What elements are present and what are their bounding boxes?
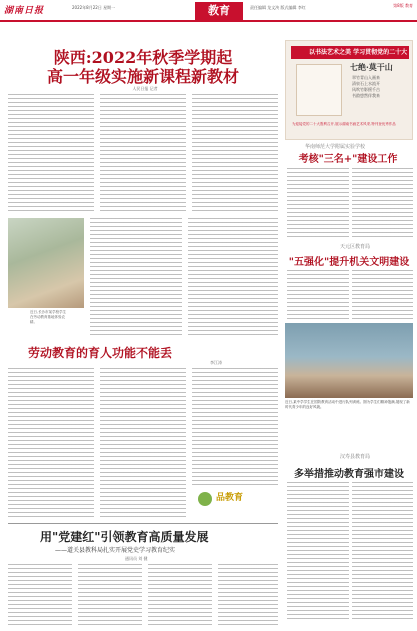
students-photo xyxy=(285,323,413,398)
labor-article-column-2 xyxy=(100,368,186,518)
county-kicker: 汉寿县教育局 xyxy=(340,454,371,460)
district-article-column-1 xyxy=(287,270,349,320)
calligraphy-artwork xyxy=(296,64,342,116)
county-article-column-2 xyxy=(352,482,413,622)
party-building-byline: 通讯员 刘 健 xyxy=(125,556,148,561)
poem-line: 翠竹青山入画来 xyxy=(352,75,380,80)
party-article-column-1 xyxy=(8,564,72,626)
poem-line: 风吹竹影摇千古 xyxy=(352,87,380,92)
section-divider xyxy=(8,523,278,524)
party-building-headline: 用"党建红"引领教育高质量发展 xyxy=(40,530,209,544)
banner-strip: 以书法艺术之美 学习贯彻党的二十大 xyxy=(291,46,409,59)
party-article-column-3 xyxy=(148,564,212,626)
poem-title: 七绝·莫干山 xyxy=(350,62,393,72)
party-building-subhead: ——道关县教科局扎实开展党史学习教育纪实 xyxy=(55,547,176,554)
labor-article-column-1 xyxy=(8,368,94,518)
main-article-column-2 xyxy=(100,94,186,214)
district-article-column-2 xyxy=(352,270,413,320)
main-byline: 人民日报 记者 xyxy=(132,86,158,91)
main-headline xyxy=(8,48,278,86)
main-article-column-5 xyxy=(188,218,278,336)
teacher-article-column-1 xyxy=(287,168,349,240)
county-headline: 多举措推动教育强市建设 xyxy=(294,469,404,480)
main-headline-line1: 陕西:2022年秋季学期起 xyxy=(53,48,233,67)
teacher-headline: 考核"三名+"建设工作 xyxy=(298,154,398,165)
district-kicker: 天元区教育局 xyxy=(340,244,371,250)
labor-article-column-3 xyxy=(192,368,278,486)
newspaper-logo: 湖南日报 xyxy=(4,6,45,16)
page-label: 第8版 教育 xyxy=(393,3,413,8)
teacher-kicker: 华南师范大学附属实验学校 xyxy=(305,144,366,150)
labor-photo xyxy=(8,218,84,308)
issue-date: 2022年8月22日 星期一 xyxy=(72,5,116,10)
leaf-icon xyxy=(198,492,212,506)
main-headline-line2: 高一年级实施新课程新教材 xyxy=(46,67,239,86)
main-article-column-3 xyxy=(192,94,278,214)
district-headline: "五强化"提升机关文明建设 xyxy=(288,257,410,268)
labor-headline: 劳动教育的育人功能不能丢 xyxy=(28,346,173,360)
poem-line: 书韵悠然伴我来 xyxy=(352,93,380,98)
party-article-column-2 xyxy=(78,564,142,626)
banner-caption: 为迎接党的二十大胜利召开,展示湖南书画艺术风采,特刊登优秀作品 xyxy=(292,122,396,126)
teacher-article-column-2 xyxy=(352,168,413,240)
editor-credit: 责任编辑 龙文泱 版式编辑 李红 xyxy=(250,5,306,10)
labor-byline: 李江涛 xyxy=(210,360,222,365)
poem-body xyxy=(352,75,408,99)
edu-logo-text: 品教育 xyxy=(216,493,244,503)
party-article-column-4 xyxy=(218,564,278,626)
students-photo-caption: 近日,某中学学生在国防教育活动中进行队列训练。图为学生们精神饱满,展现了新时代青少年的良好风貌。 xyxy=(285,400,410,409)
section-tag: 教育 xyxy=(195,2,243,20)
labor-photo-caption: 近日,长沙市某学校学生在劳动教育基地体验农耕。 xyxy=(30,310,67,324)
poem-line: 清泉石上水流开 xyxy=(352,81,380,86)
main-article-column-1 xyxy=(8,94,94,214)
county-article-column-1 xyxy=(287,482,349,622)
main-article-column-4 xyxy=(90,218,182,336)
